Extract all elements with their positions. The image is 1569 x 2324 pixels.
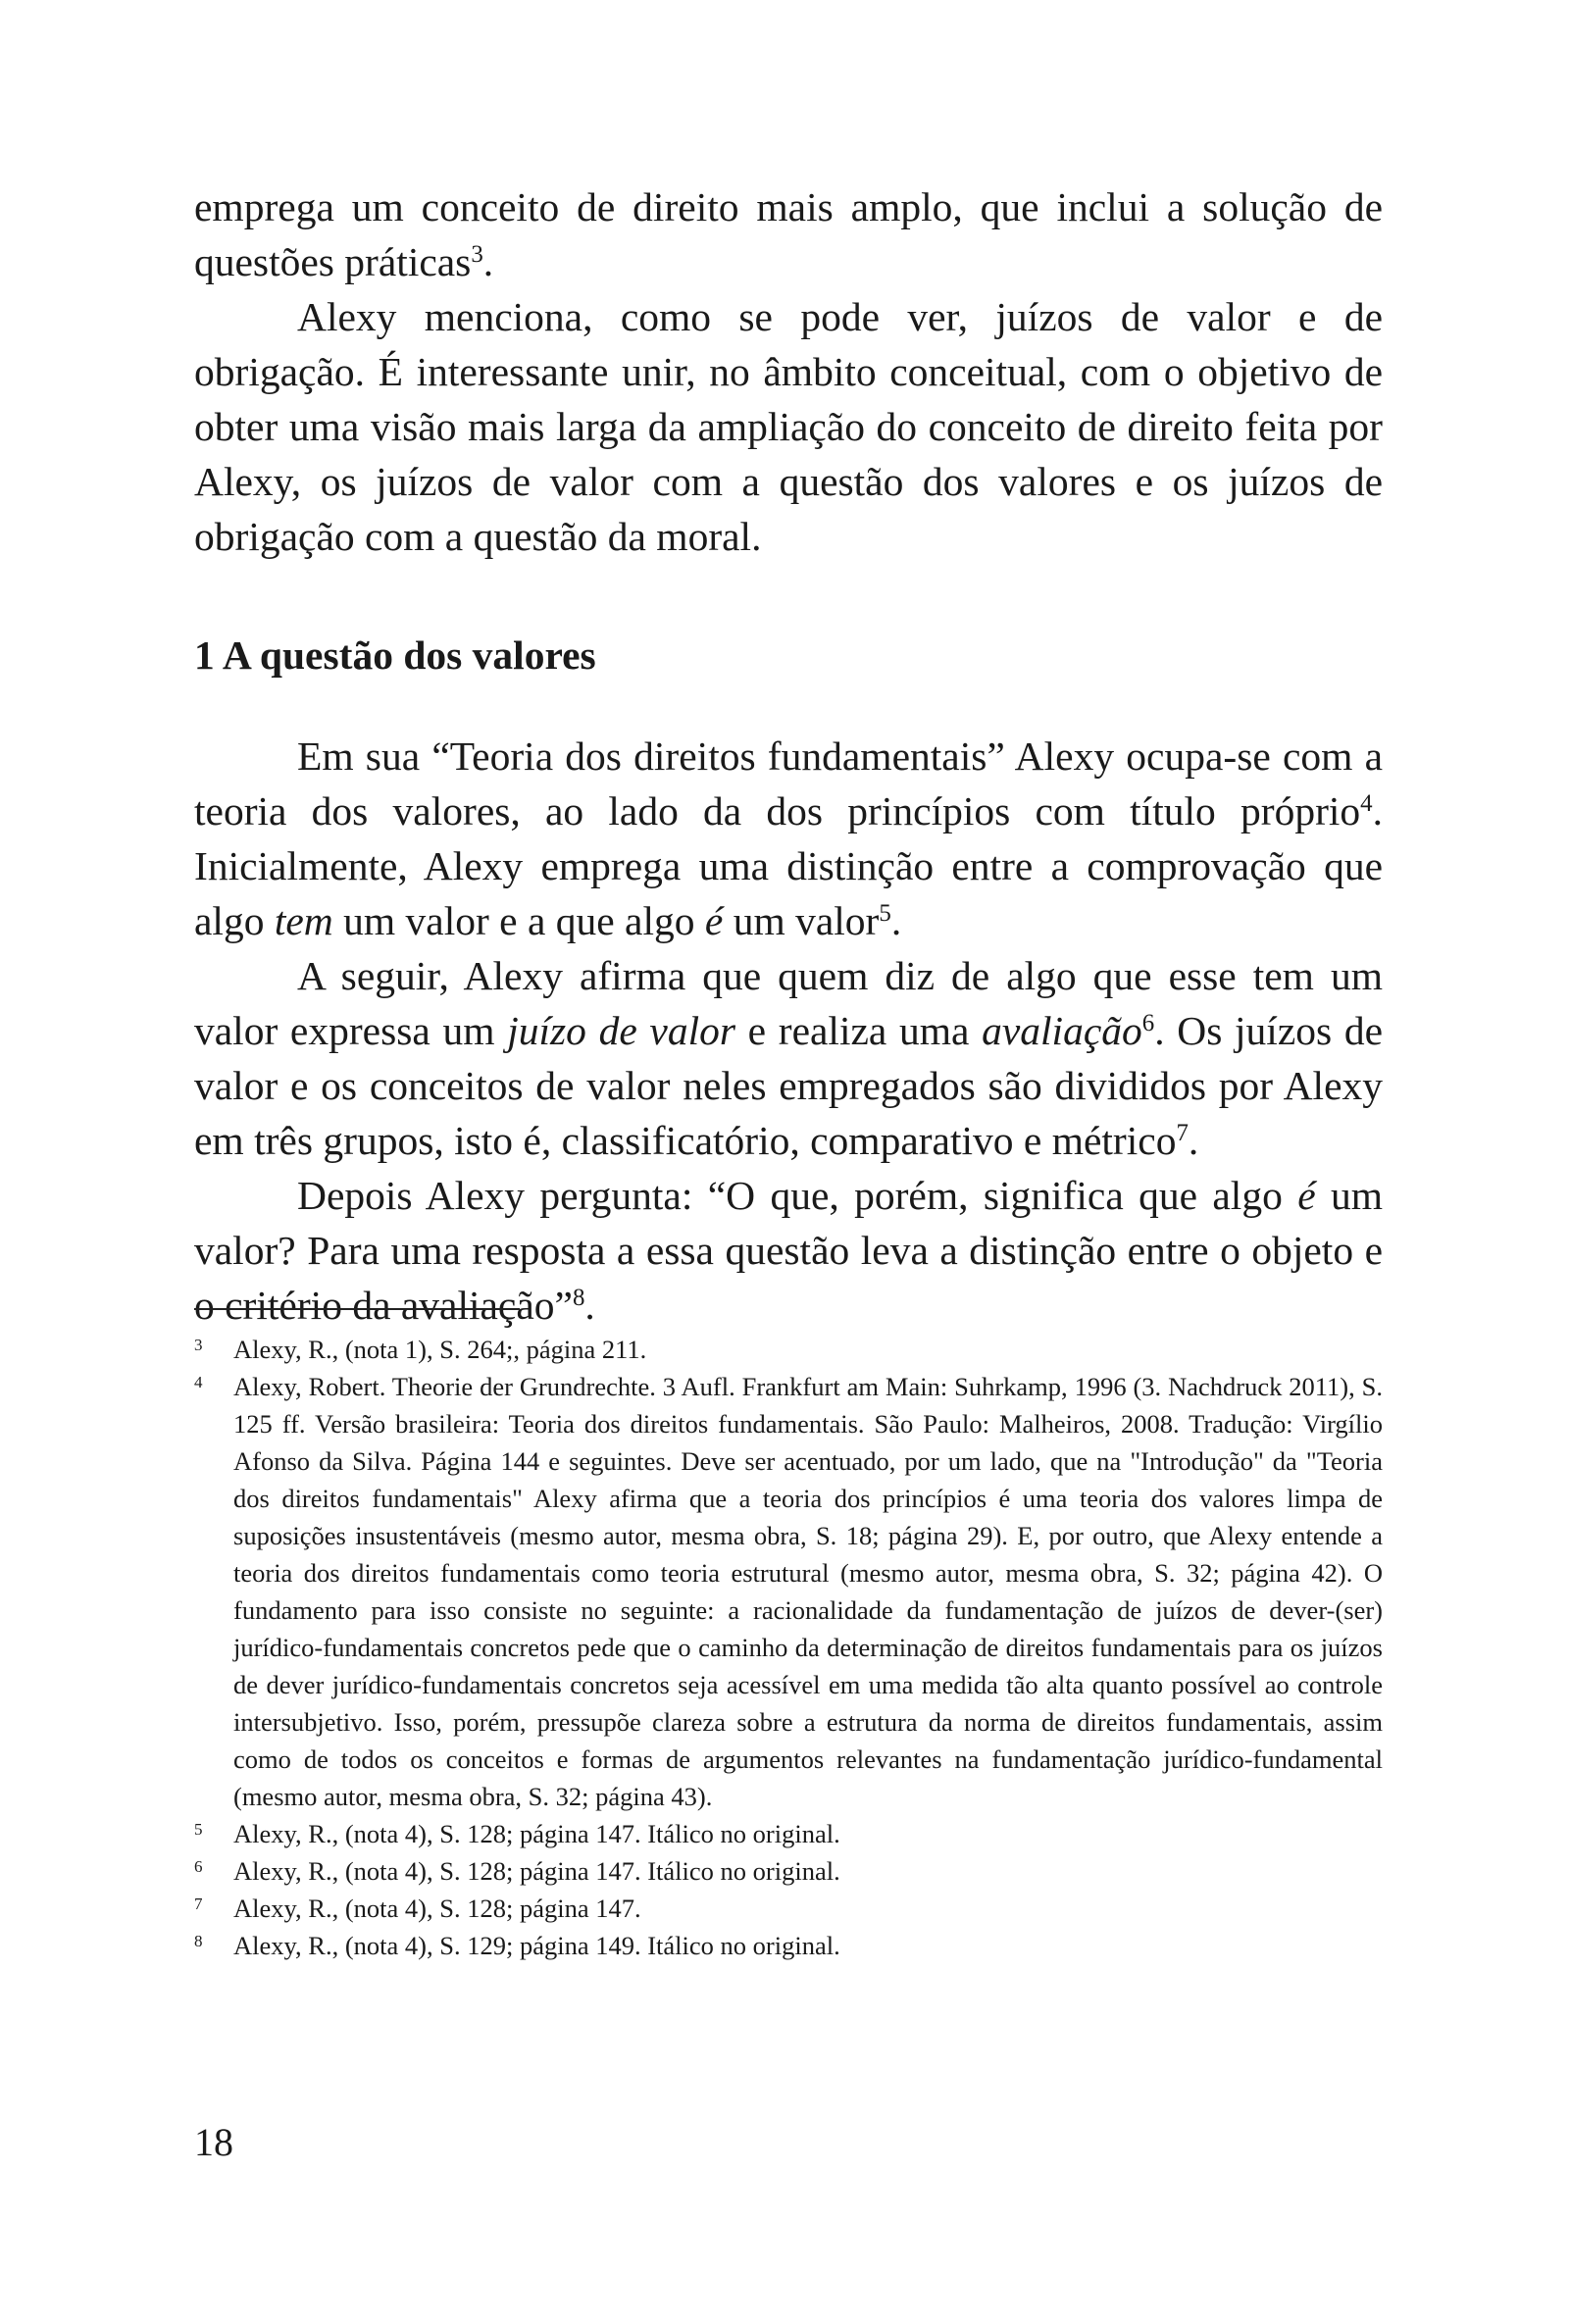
footnote-divider — [194, 1308, 520, 1310]
footnotes — [194, 1331, 1383, 1964]
footnote-text: Alexy, R., (nota 1), S. 264;, página 211. — [233, 1335, 647, 1364]
intro-text — [194, 179, 1383, 564]
page-number: 18 — [194, 2120, 233, 2164]
footnote-number: 5 — [194, 1820, 203, 1839]
footnote — [194, 1368, 1383, 1815]
footnote-number: 4 — [194, 1373, 203, 1391]
paragraph: emprega um conceito de direito mais amplo, que inclui a solução de questões práticas$^3$. — [194, 184, 1383, 284]
footnote-number: 3 — [194, 1336, 203, 1354]
footnote-ref[interactable]: 3 — [471, 241, 483, 269]
footnote-number: 6 — [194, 1857, 203, 1876]
footnote — [194, 1815, 1383, 1852]
section-text — [194, 729, 1383, 1333]
emphasis: é — [1297, 1173, 1316, 1218]
footnote-text: Alexy, R., (nota 4), S. 129; página 149. Itálico no original. — [233, 1931, 840, 1960]
footnote-number: 7 — [194, 1895, 203, 1913]
emphasis: avaliação — [982, 1008, 1142, 1053]
emphasis: é — [704, 898, 724, 943]
footnote-text: Alexy, Robert. Theorie der Grundrechte. 3 Aufl. Frankfurt am Main: Suhrkamp, 1996 (3. Nachdruck 2011), S. 125 ff. Versão brasileira: Teoria dos direitos fundamentais. São Paulo: Malheiros, 2008. Tradução: Virgílio Afonso da Silva. Página 144 e seguintes. Deve ser acentuado, por um lado, que na "Introdução" da "Teoria dos direitos fundamentais" Alexy afirma que a teoria dos princípios é uma teoria dos valores limpa de suposições insustentáveis (mesmo autor, mesma obra, S. 18; página 29). E, por outro, que Alexy entende a teoria dos direitos fundamentais como teoria estrutural (mesmo autor, mesma obra, S. 32; página 42). O fundamento para isso consiste no seguinte: a racionalidade da fundamentação de juízos de dever-(ser) jurídico-fundamentais concretos pede que o caminho da determinação de direitos fundamentais para os juízos de dever jurídico-fundamentais concretos seja acessível em uma medida tão alta quanto possível ao controle intersubjetivo. Isso, porém, pressupõe clareza sobre a estrutura da norma de direitos fundamentais, assim como de todos os conceitos e formas de argumentos relevantes na fundamentação jurídico-fundamental (mesmo autor, mesma obra, S. 32; página 43). — [233, 1372, 1383, 1811]
footnote-ref[interactable]: 7 — [1176, 1120, 1189, 1147]
footnote — [194, 1890, 1383, 1927]
footnote-text: Alexy, R., (nota 4), S. 128; página 147. — [233, 1894, 641, 1923]
footnote-text: Alexy, R., (nota 4), S. 128; página 147. Itálico no original. — [233, 1856, 840, 1886]
emphasis: juízo de valor — [507, 1008, 735, 1053]
paragraph: Depois Alexy pergunta: “O que, porém, significa que algo é um valor? Para uma resposta a essa questão leva a distinção entre o objeto e o critério da avaliação”$^8$. — [194, 1173, 1383, 1328]
footnote-ref[interactable]: 4 — [1360, 790, 1373, 818]
footnote-ref[interactable]: 5 — [879, 900, 891, 928]
paragraph: A seguir, Alexy afirma que quem diz de algo que esse tem um valor expressa um juízo de valor e realiza uma avaliação$^6$. Os juízos de valor e os conceitos de valor neles empregados são divididos por Alexy em três grupos, isto é, classificatório, comparativo e métrico$^7$. — [194, 953, 1383, 1163]
paragraph: Alexy menciona, como se pode ver, juízos de valor e de obrigação. É interessante unir, no âmbito conceitual, com o objetivo de obter uma visão mais larga da ampliação do conceito de direito feita por Alexy, os juízos de valor com a questão dos valores e os juízos de obrigação com a questão da moral. — [194, 294, 1383, 559]
footnote-ref[interactable]: 8 — [572, 1285, 585, 1312]
footnote — [194, 1927, 1383, 1964]
footnote-ref[interactable]: 6 — [1141, 1010, 1155, 1037]
footnote — [194, 1852, 1383, 1890]
paragraph: Em sua “Teoria dos direitos fundamentais” Alexy ocupa-se com a teoria dos valores, ao lado da dos princípios com título próprio$^4$. Inicialmente, Alexy emprega uma distinção entre a comprovação que algo tem um valor e a que algo é um valor$^5$. — [194, 733, 1383, 943]
footnote-number: 8 — [194, 1932, 203, 1950]
section-heading: 1 A questão dos valores — [194, 632, 596, 678]
footnote — [194, 1331, 1383, 1368]
emphasis: tem — [274, 898, 333, 943]
footnote-text: Alexy, R., (nota 4), S. 128; página 147. Itálico no original. — [233, 1819, 840, 1848]
